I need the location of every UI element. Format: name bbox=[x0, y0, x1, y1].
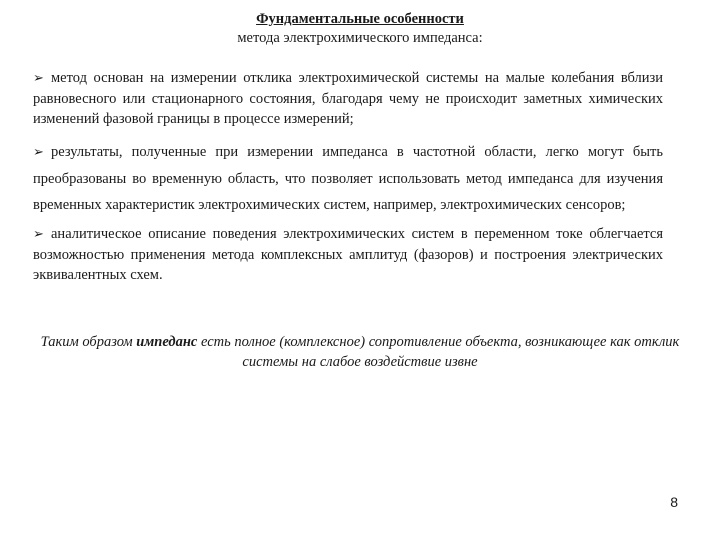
arrow-bullet-icon: ➢ bbox=[33, 145, 44, 160]
bullet-text: аналитическое описание поведения электрохимических систем в переменном токе облегчается возможностью применения метода комплексных амплитуд (фазоров) и построения электрических эквивалентных схем. bbox=[33, 226, 663, 283]
bullet-item bbox=[33, 68, 663, 129]
title-block bbox=[0, 10, 720, 48]
bullet-text: результаты, полученные при измерении импеданса в частотной области, легко могут быть преобразованы во временную область, что позволяет использовать метод импеданса для изучения временных характеристик электрохимических систем, например, электрохимических сенсоров; bbox=[33, 144, 663, 213]
slide-title: Фундаментальные особенности bbox=[256, 11, 464, 27]
bullet-item bbox=[33, 224, 663, 285]
conclusion-prefix: Таким образом bbox=[40, 334, 137, 350]
bullet-item bbox=[33, 139, 663, 218]
arrow-bullet-icon: ➢ bbox=[33, 71, 44, 86]
arrow-bullet-icon: ➢ bbox=[33, 227, 44, 242]
conclusion-text bbox=[30, 332, 690, 372]
conclusion-emphasis: импеданс bbox=[136, 334, 198, 350]
slide-subtitle: метода электрохимического импеданса: bbox=[237, 30, 483, 46]
conclusion-suffix: есть полное (комплексное) сопротивление объекта, возникающее как отклик системы на слабое воздействие извне bbox=[197, 334, 680, 370]
bullet-list bbox=[33, 68, 663, 297]
page-number: 8 bbox=[670, 494, 678, 510]
bullet-text: метод основан на измерении отклика электрохимической системы на малые колебания вблизи равновесного или стационарного состояния, благодаря чему не происходит заметных химических изменений фазовой границы в процессе измерений; bbox=[33, 70, 663, 127]
